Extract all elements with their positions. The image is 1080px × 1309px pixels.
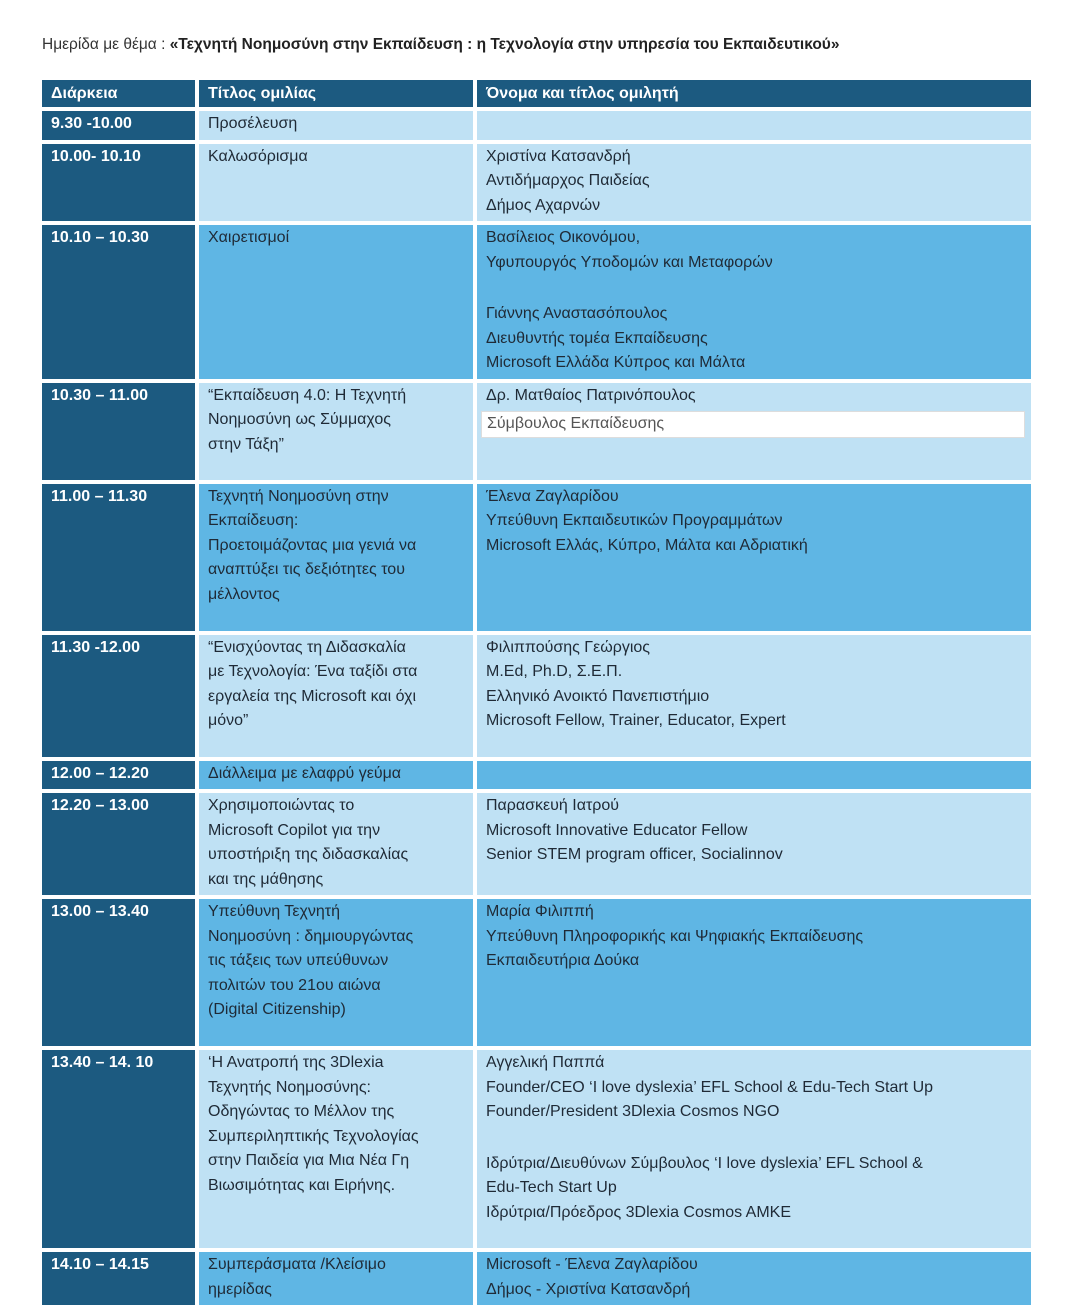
session-title-line: Οδηγώντας το Μέλλον της — [208, 1103, 395, 1120]
speaker-line: Διευθυντής τομέα Εκπαίδευσης — [486, 329, 708, 347]
speaker-line: Υπεύθυνη Εκπαιδευτικών Προγραμμάτων — [486, 512, 783, 529]
session-title-line: στην Τάξη” — [208, 435, 284, 453]
session-time: 10.00- 10.10 — [42, 144, 199, 222]
session-title-line: υποστήριξη της διδασκαλίας — [208, 846, 409, 863]
speaker-line: Υπεύθυνη Πληροφορικής και Ψηφιακής Εκπαίδευσης — [486, 927, 864, 945]
speaker-line: Microsoft - Έλενα Ζαγλαρίδου — [486, 1256, 698, 1273]
session-speaker — [477, 225, 1031, 379]
column-header-duration: Διάρκεια — [42, 80, 199, 107]
speaker-line: Ιδρύτρια/Πρόεδρος 3Dlexia Cosmos AMKE — [486, 1203, 792, 1221]
session-speaker — [477, 1050, 1031, 1248]
speaker-line: Microsoft Innovative Educator Fellow — [486, 821, 748, 839]
session-title — [199, 1252, 477, 1305]
session-title-line: Εκπαίδευση: — [208, 512, 299, 529]
session-title-line: “Ενισχύοντας τη Διδασκαλία — [208, 638, 406, 656]
session-title-line: Προσέλευση — [208, 115, 298, 132]
speaker-line: Δρ. Ματθαίος Πατρινόπουλος — [486, 386, 696, 404]
session-title-line: Χαιρετισμοί — [208, 229, 290, 246]
session-time: 11.00 – 11.30 — [42, 484, 199, 631]
session-speaker — [477, 761, 1031, 790]
table-row — [42, 225, 1031, 379]
speaker-line: Ελληνικό Ανοικτό Πανεπιστήμιο — [486, 687, 710, 705]
session-time: 10.30 – 11.00 — [42, 383, 199, 480]
speaker-line: Γιάννης Αναστασόπουλος — [486, 305, 668, 322]
session-title — [199, 383, 477, 480]
speaker-line: Δήμος - Χριστίνα Κατσανδρή — [486, 1280, 691, 1298]
speaker-line: M.Ed, Ph.D, Σ.Ε.Π. — [486, 663, 623, 680]
speaker-line — [486, 762, 1022, 787]
speaker-line: Μαρία Φιλιππή — [486, 903, 594, 920]
speaker-line: Παρασκευή Ιατρού — [486, 797, 620, 814]
table-row — [42, 899, 1031, 1046]
session-title-line: στην Παιδεία για Μια Νέα Γη — [208, 1152, 410, 1169]
speaker-line — [486, 275, 1022, 302]
speaker-line: Χριστίνα Κατσανδρή — [486, 147, 631, 165]
session-title-line: με Τεχνολογία: Ένα ταξίδι στα — [208, 663, 418, 680]
speaker-line: Founder/CEO ‘I love dyslexia’ EFL School & Edu-Tech Start Up — [486, 1078, 934, 1096]
session-title-line: πολιτών του 21ου αιώνα — [208, 976, 381, 994]
speaker-line: Φιλιππούσης Γεώργιος — [486, 638, 651, 656]
column-header-speaker: Όνομα και τίτλος ομιλητή — [477, 80, 1031, 107]
speaker-line: Βασίλειος Οικονόμου, — [486, 229, 641, 246]
session-speaker — [477, 635, 1031, 757]
session-title-line: Προετοιμάζοντας μια γενιά να — [208, 536, 417, 554]
session-title-line: Νοημοσύνη : δημιουργώντας — [208, 927, 414, 945]
session-title-line: αναπτύξει τις δεξιότητες του — [208, 561, 405, 578]
session-time: 10.10 – 10.30 — [42, 225, 199, 379]
session-title — [199, 793, 477, 895]
schedule-body — [42, 111, 1031, 1305]
speaker-line: Αγγελική Παππά — [486, 1054, 605, 1071]
table-row — [42, 383, 1031, 480]
session-title-line: μόνο” — [208, 712, 249, 729]
session-title-line: Microsoft Copilot για την — [208, 821, 381, 839]
table-row — [42, 1252, 1031, 1305]
session-time: 12.20 – 13.00 — [42, 793, 199, 895]
speaker-line: Έλενα Ζαγλαρίδου — [486, 487, 619, 505]
session-speaker — [477, 111, 1031, 140]
session-title-line: Βιωσιμότητας και Ειρήνης. — [208, 1176, 396, 1194]
speaker-line — [486, 112, 1022, 137]
table-header-row — [42, 80, 1031, 107]
header-prefix: Ημερίδα με θέμα : — [42, 36, 170, 53]
speaker-line: Αντιδήμαρχος Παιδείας — [486, 172, 650, 189]
session-title — [199, 635, 477, 757]
session-title-line: Χρησιμοποιώντας το — [208, 797, 355, 814]
session-title-line: Καλωσόρισμα — [208, 147, 308, 165]
table-row — [42, 144, 1031, 222]
session-title-line: Υπεύθυνη Τεχνητή — [208, 903, 340, 920]
table-row — [42, 761, 1031, 790]
session-time: 13.00 – 13.40 — [42, 899, 199, 1046]
table-row — [42, 484, 1031, 631]
session-speaker — [477, 793, 1031, 895]
session-time: 12.00 – 12.20 — [42, 761, 199, 790]
session-speaker — [477, 144, 1031, 222]
column-header-talk-title: Τίτλος ομιλίας — [199, 80, 477, 107]
session-title — [199, 144, 477, 222]
speaker-line: Founder/President 3Dlexia Cosmos NGO — [486, 1103, 780, 1120]
speaker-line: Ιδρύτρια/Διευθύνων Σύμβουλος ‘I love dyslexia’ EFL School & — [486, 1154, 923, 1172]
session-title-line: ‘Η Ανατροπή της 3Dlexia — [208, 1054, 384, 1071]
session-speaker — [477, 1252, 1031, 1305]
session-speaker — [477, 484, 1031, 631]
session-title-line: εργαλεία της Microsoft και όχι — [208, 687, 417, 705]
session-title — [199, 111, 477, 140]
session-title-line: Νοημοσύνη ως Σύμμαχος — [208, 411, 391, 428]
speaker-line: Υφυπουργός Υποδομών και Μεταφορών — [486, 253, 773, 271]
session-title — [199, 1050, 477, 1248]
session-title-line: Συμπεριληπτικής Τεχνολογίας — [208, 1127, 419, 1145]
session-title — [199, 761, 477, 790]
table-row — [42, 1050, 1031, 1248]
session-title-line: Συμπεράσματα /Κλείσιμο — [208, 1256, 386, 1273]
session-title-line: ημερίδας — [208, 1280, 272, 1298]
speaker-line — [486, 1125, 1022, 1152]
schedule-table — [42, 76, 1031, 1309]
session-title-line: τις τάξεις των υπεύθυνων — [208, 952, 389, 969]
session-title-line: Τεχνητή Νοημοσύνη στην — [208, 487, 389, 505]
speaker-line: Edu-Tech Start Up — [486, 1179, 617, 1196]
session-title-line: “Εκπαίδευση 4.0: Η Τεχνητή — [208, 386, 407, 404]
speaker-line: Σύμβουλος Εκπαίδευσης — [481, 411, 1025, 438]
page-header — [42, 36, 1042, 54]
session-title-line: μέλλοντος — [208, 585, 280, 603]
table-row — [42, 793, 1031, 895]
speaker-line: Δήμος Αχαρνών — [486, 196, 601, 214]
session-title — [199, 899, 477, 1046]
session-title-line: Τεχνητής Νοημοσύνης: — [208, 1078, 371, 1096]
session-time: 9.30 -10.00 — [42, 111, 199, 140]
session-time: 14.10 – 14.15 — [42, 1252, 199, 1305]
session-title-line: και της μάθησης — [208, 870, 324, 888]
session-time: 11.30 -12.00 — [42, 635, 199, 757]
table-row — [42, 635, 1031, 757]
speaker-line: Microsoft Fellow, Trainer, Educator, Expert — [486, 712, 786, 729]
table-row — [42, 111, 1031, 140]
session-speaker — [477, 383, 1031, 480]
event-topic: «Τεχνητή Νοημοσύνη στην Εκπαίδευση : η Τεχνολογία στην υπηρεσία του Εκπαιδευτικού» — [169, 36, 840, 53]
speaker-line: Microsoft Ελλάδα Κύπρος και Μάλτα — [486, 354, 746, 371]
session-title — [199, 225, 477, 379]
session-speaker — [477, 899, 1031, 1046]
speaker-line: Microsoft Ελλάς, Κύπρο, Μάλτα και Αδριατική — [486, 536, 808, 554]
speaker-line: Εκπαιδευτήρια Δούκα — [486, 952, 640, 969]
session-time: 13.40 – 14. 10 — [42, 1050, 199, 1248]
session-title-line: Διάλλειμα με ελαφρύ γεύμα — [208, 764, 402, 782]
speaker-line: Senior STEM program officer, Socialinnov — [486, 846, 783, 863]
session-title-line: (Digital Citizenship) — [208, 1001, 346, 1018]
session-title — [199, 484, 477, 631]
